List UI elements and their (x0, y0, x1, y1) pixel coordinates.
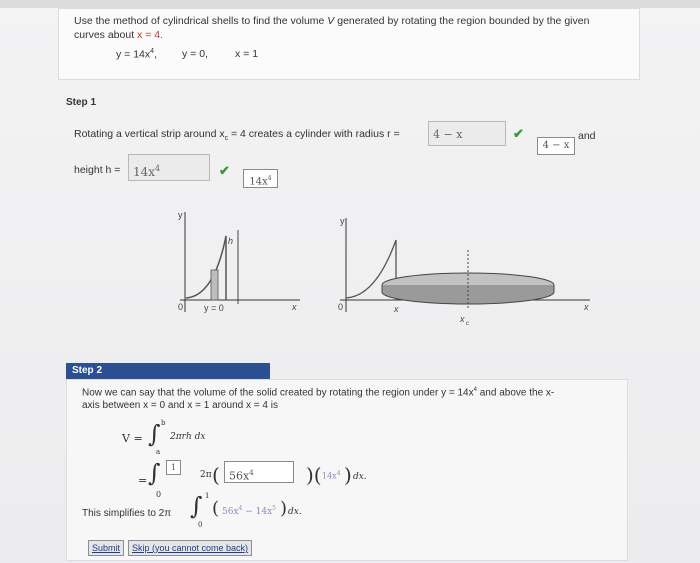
eq-sign: = (138, 474, 148, 487)
paren-close: )( (306, 463, 322, 487)
simp-expr-b: 14x (255, 507, 273, 517)
h-expr-text: 14x (322, 471, 337, 481)
right-strip-x-label: x (394, 304, 399, 314)
simp-expr-b-exp: 5 (272, 505, 276, 512)
right-zero: 0 (338, 302, 344, 312)
question-axis: x = 4. (137, 29, 164, 41)
curve-1-sep: , (154, 48, 157, 61)
radius-entry-exp: 4 (249, 469, 254, 477)
dx-1: dx. (353, 472, 367, 482)
integrand: 2πrh dx (170, 432, 206, 442)
left-zero: 0 (178, 302, 184, 312)
simp-minus: − (242, 507, 256, 517)
curve-2: y = 0, (182, 48, 208, 60)
right-xc-sub: c (466, 321, 469, 327)
left-strip (211, 270, 218, 300)
upper-b: b (161, 419, 166, 427)
step2-text1: Now we can say that the volume of the solid created by rotating the region under y = 14x (82, 387, 474, 399)
simp-dx: dx. (288, 507, 302, 517)
simp-expr-a-exp: 4 (238, 505, 243, 512)
step2-text1-exp: 4 (473, 387, 477, 393)
lower-a: a (156, 448, 161, 456)
upper-limit-input[interactable]: 1 (166, 460, 181, 475)
step1-label: Step 1 (66, 97, 97, 108)
right-xc-label: x (460, 314, 465, 324)
simp-lower: 0 (198, 521, 203, 529)
step2-text3: axis between x = 0 and x = 1 around x = 4 is (82, 400, 278, 412)
step2-label: Step 2 (66, 363, 270, 379)
and-text: and (578, 130, 596, 142)
curve-1-exp: 4 (150, 48, 155, 55)
simp-paren-close: ) (280, 498, 288, 519)
radius-expression-input[interactable] (224, 461, 294, 483)
curve-1-text: y = 14x (116, 48, 151, 61)
paren-close-2: ) (344, 463, 352, 487)
rotating-eq: = 4 creates a cylinder with radius r = (228, 128, 400, 140)
height-answer: 14x (249, 176, 268, 188)
question-var-v: V (327, 15, 335, 27)
lower-zero: 0 (156, 490, 162, 499)
integral-sign-3: ∫ (190, 492, 203, 520)
left-y-label: y (178, 210, 183, 220)
left-graph (178, 210, 300, 313)
rotating-sub: c (224, 135, 229, 143)
integral-sign-2: ∫ (148, 459, 161, 487)
radius-entry: 56x (229, 469, 250, 483)
submit-button[interactable]: Submit (88, 540, 124, 556)
simplifies-text: This simplifies to 2π (82, 508, 172, 519)
simp-paren-open: ( (212, 498, 220, 519)
radius-value: 4 − x (433, 128, 463, 141)
height-value: 14x (133, 165, 156, 179)
simp-upper: 1 (205, 492, 210, 500)
question-part-a: Use the method of cylindrical shells to find the volume (74, 15, 328, 27)
right-y-label: y (340, 216, 345, 226)
paren-open: ( (212, 463, 220, 487)
left-x-label: x (292, 302, 297, 312)
radius-check-icon: ✔ (513, 126, 524, 141)
skip-button[interactable]: Skip (you cannot come back) (128, 540, 252, 556)
height-answer-exp: 4 (267, 175, 272, 182)
height-label: height h = (74, 164, 121, 176)
two-pi: 2π (200, 470, 212, 480)
step2-text (82, 384, 612, 412)
left-h-label: h (228, 236, 234, 246)
curve-3: x = 1 (235, 48, 259, 60)
v-eq: V = (122, 432, 143, 445)
question-part-b: generated by rotating the region bounded by the given curves about (74, 15, 590, 41)
height-check-icon: ✔ (219, 163, 230, 178)
radius-correct-answer: 4 − x (537, 137, 575, 155)
rotating-text: Rotating a vertical strip around x (74, 128, 225, 140)
simp-expr (222, 505, 276, 517)
integral-sign-1: ∫ (148, 420, 161, 448)
height-exp: 4 (155, 164, 161, 173)
step2-text2: and above the x- (476, 387, 555, 399)
left-curve (186, 236, 226, 298)
right-x-label: x (584, 302, 589, 312)
simp-expr-a: 56x (222, 507, 239, 517)
right-graph (338, 216, 590, 327)
h-expr (322, 470, 341, 481)
h-expr-exp: 4 (336, 470, 341, 477)
left-y0-label: y = 0 (204, 303, 224, 313)
